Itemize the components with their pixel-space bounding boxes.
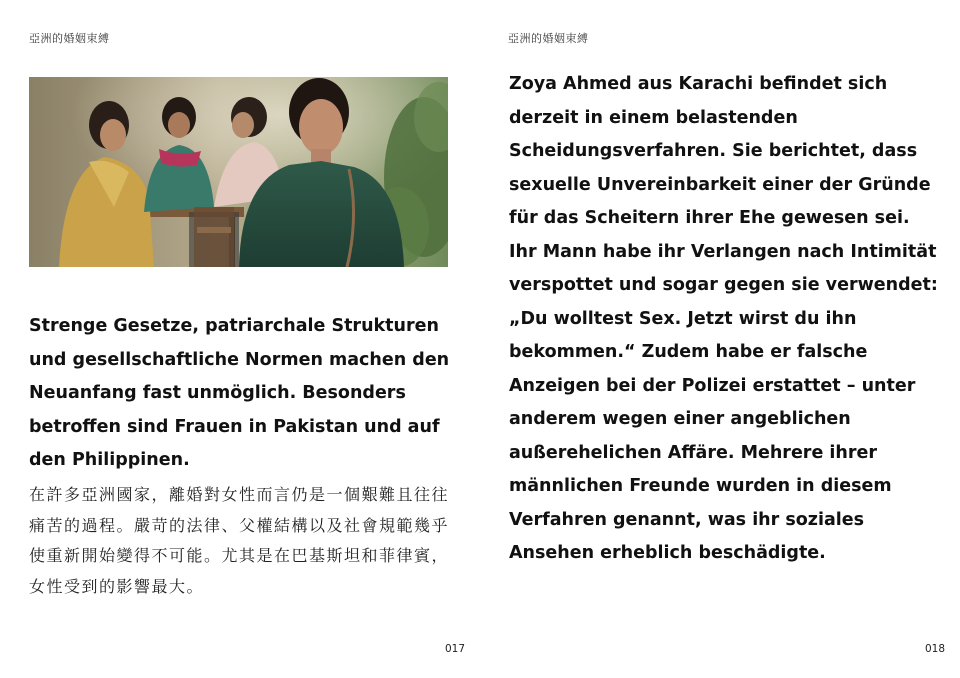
page-number: 018 <box>925 643 946 655</box>
article-photo <box>29 77 448 267</box>
right-page <box>480 0 960 678</box>
page-number: 017 <box>445 643 466 655</box>
lead-paragraph: Strenge Gesetze, patriarchale Strukturen und gesellschaftliche Normen machen den Neuanfang fast unmöglich. Besonders betroffen sind Frauen in Pakistan und auf den Philippinen. <box>29 316 450 470</box>
body-paragraph: Zoya Ahmed aus Karachi befindet sich derzeit in einem belastenden Scheidungsverfahren. Sie berichtet, dass sexuelle Unvereinbarkeit einer der Gründe für das Scheitern ihrer Ehe gewesen sei. Ihr Mann habe ihr Verlangen nach Intimität verspottet und sogar gegen sie verwendet: „Du wolltest Sex. Jetzt wirst du ihn bekommen.“ Zudem habe er falsche Anzeigen bei der Polizei erstattet – unter anderem wegen einer angeblichen außerehelichen Affäre. Mehrere ihrer männlichen Freunde wurden in diesem Verfahren genannt, was ihr soziales Ansehen erheblich beschädigte. <box>509 74 938 563</box>
running-head: 亞洲的婚姻束縛 <box>29 32 110 45</box>
running-head: 亞洲的婚姻束縛 <box>508 32 589 45</box>
chinese-paragraph: 在許多亞洲國家，離婚對女性而言仍是一個艱難且往往痛苦的過程。嚴苛的法律、父權結構以及社會規範幾乎使重新開始變得不可能。尤其是在巴基斯坦和菲律賓，女性受到的影響最大。 <box>29 485 450 596</box>
